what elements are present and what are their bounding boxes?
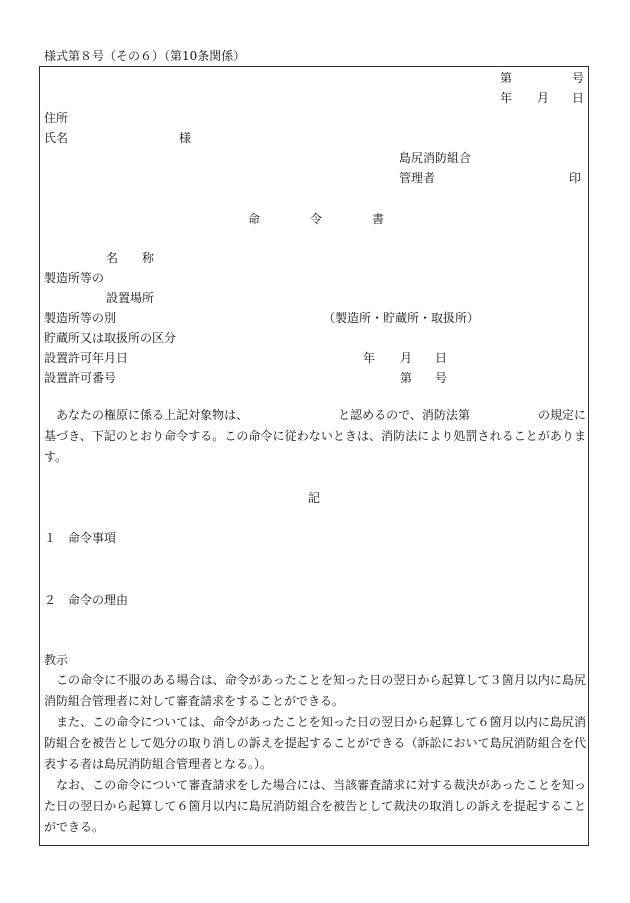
facility-label: 製造所等の <box>44 271 105 285</box>
date-month: 月 <box>537 91 550 105</box>
item-number: ２ <box>44 593 57 607</box>
document-number-prefix: 第 <box>500 71 513 85</box>
permit-year: 年 <box>363 351 376 365</box>
instruction-heading: 教示 <box>44 653 69 667</box>
location-label: 設置場所 <box>106 291 155 305</box>
permit-number-suffix: 号 <box>435 371 448 385</box>
permit-month: 月 <box>400 351 413 365</box>
issuer-organization: 島尻消防組合 <box>399 151 472 165</box>
title-char: 命 <box>248 212 261 226</box>
instruction-paragraph: なお、この命令について審査請求をした場合には、当該審査請求に対する裁決があったことを知った日の翌日から起算して６箇月以内に島尻消防組合を被告として裁決の取消しの訴えを提起することができる。 <box>44 778 586 834</box>
item-label: 命令事項 <box>68 531 117 545</box>
honorific: 様 <box>179 131 192 145</box>
order-body <box>44 405 586 468</box>
issuer-title: 管理者 <box>399 171 436 185</box>
title-char: 書 <box>372 212 385 226</box>
permit-day: 日 <box>435 351 448 365</box>
date-day: 日 <box>572 91 585 105</box>
permit-number-label: 設置許可番号 <box>44 371 117 385</box>
seal-mark: 印 <box>569 171 582 185</box>
permit-date-label: 設置許可年月日 <box>44 351 129 365</box>
target-name-label: 名 <box>106 251 119 265</box>
note-heading: 記 <box>308 491 321 505</box>
order-body-part3: の規定に基づき、下記のとおり命令する。この命令に従わないときは、消防法により処罰されることがあります。 <box>44 408 586 464</box>
date-year: 年 <box>500 91 513 105</box>
facility-type-label: 製造所等の別 <box>44 311 117 325</box>
address-label: 住所 <box>44 111 69 125</box>
instruction-paragraph: また、この命令については、命令があったことを知った日の翌日から起算して６箇月以内に島尻消防組合を被告として処分の取り消しの訴えを提起することができる（訴訟において島尻消防組合を代表する者は島尻消防組合管理者となる。）。 <box>44 715 586 771</box>
title-char: 令 <box>310 212 323 226</box>
document-number-suffix: 号 <box>572 71 585 85</box>
item-number: １ <box>44 531 57 545</box>
target-name-label: 称 <box>142 251 155 265</box>
instruction-paragraph: この命令に不服のある場合は、命令があったことを知った日の翌日から起算して３箇月以内に島尻消防組合管理者に対して審査請求をすることができる。 <box>44 673 586 708</box>
facility-type-options: （製造所・貯蔵所・取扱所） <box>323 311 480 325</box>
form-label: 様式第８号（その６）（第10条関係） <box>44 49 246 63</box>
facility-category-label: 貯蔵所又は取扱所の区分 <box>44 331 177 345</box>
name-label: 氏名 <box>44 131 69 145</box>
permit-number-prefix: 第 <box>400 371 413 385</box>
order-body-part1: あなたの権原に係る上記対象物は、 <box>56 408 249 422</box>
order-body-part2: と認めるので、消防法第 <box>338 408 470 422</box>
item-label: 命令の理由 <box>68 593 129 607</box>
